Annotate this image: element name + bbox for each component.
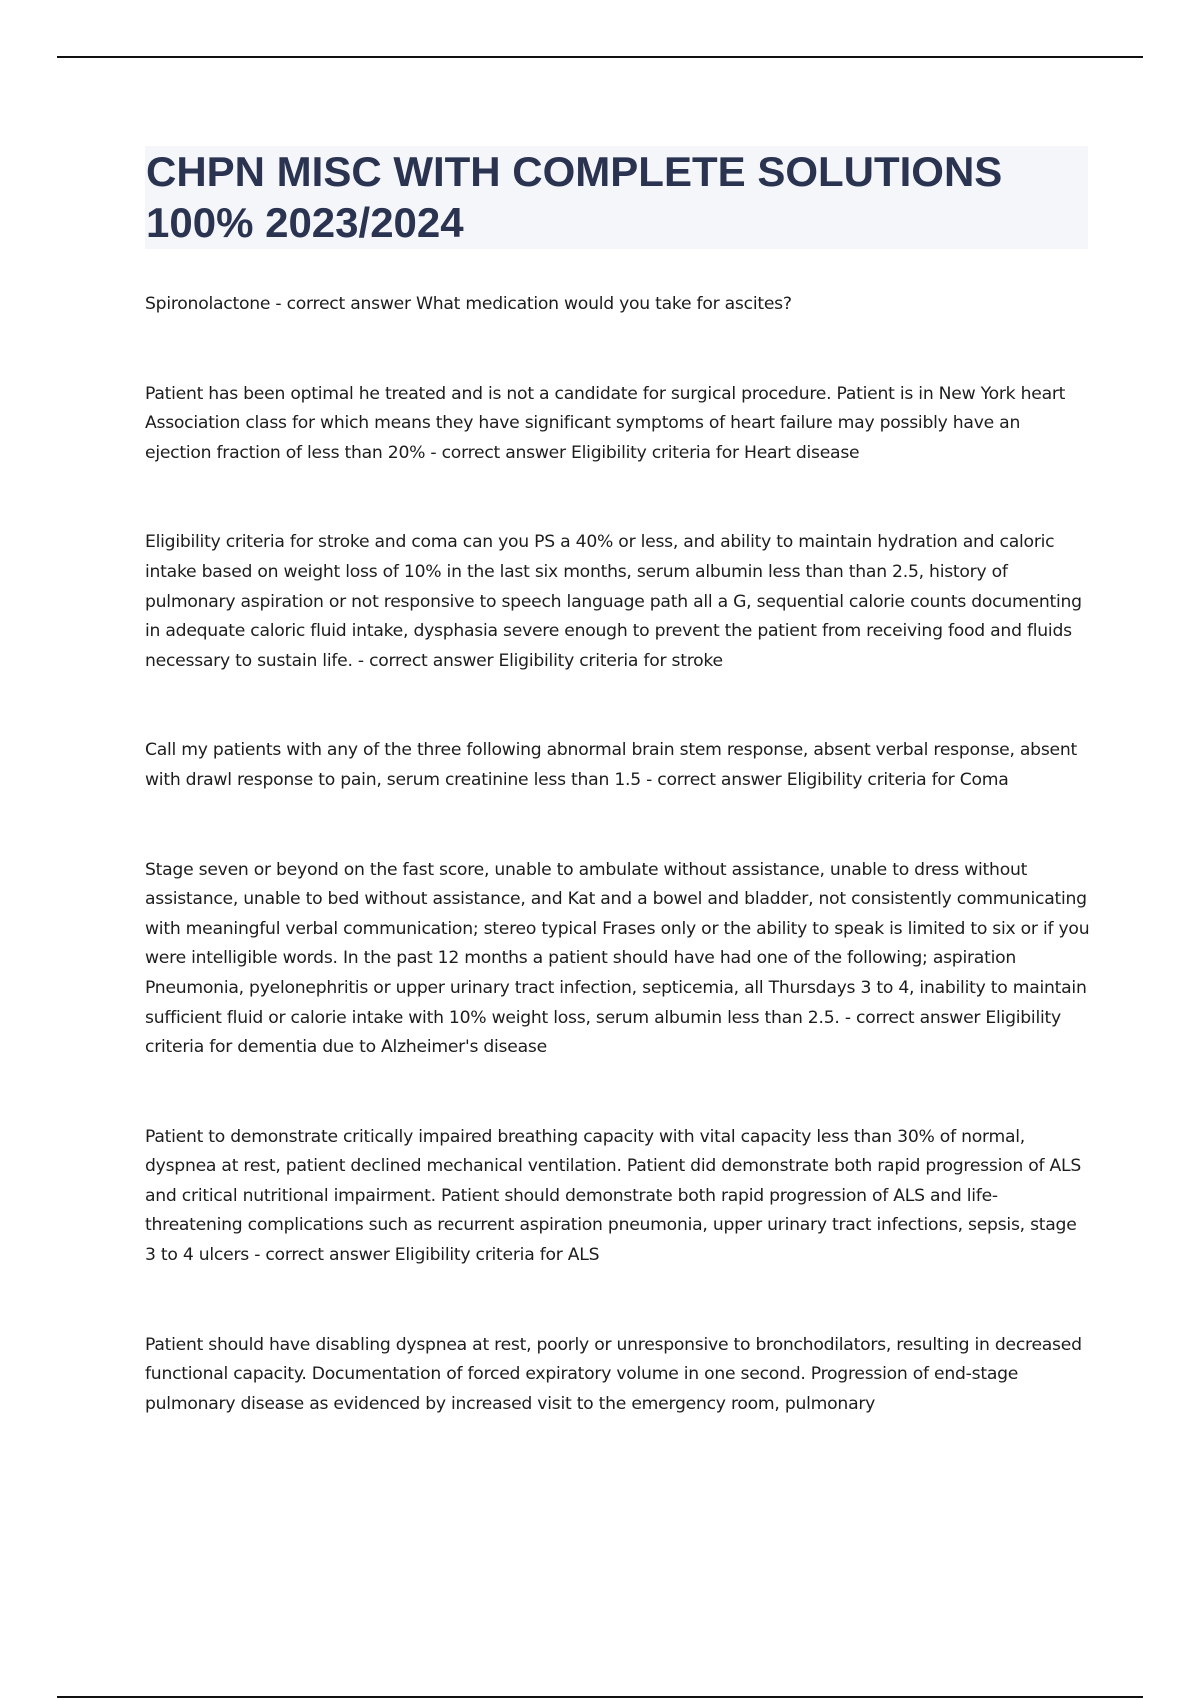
qa-entry: Spironolactone - correct answer What medication would you take for ascites? xyxy=(145,294,792,314)
document-title: CHPN MISC WITH COMPLETE SOLUTIONS 100% 2023/2024 xyxy=(146,148,1003,246)
qa-entry: Patient should have disabling dyspnea at rest, poorly or unresponsive to bronchodilators, resulting in decreased functional capacity. Documentation of forced expiratory volume in one second. Progression of end-stage pulmonary disease as evidenced by increased visit to the emergency room, pulmonary xyxy=(145,1334,1082,1414)
qa-entry: Stage seven or beyond on the fast score, unable to ambulate without assistance, unable to dress without assistance, unable to bed without assistance, and Kat and a bowel and bladder, not consistently communicating with meaningful verbal communication; stereo typical Frases only or the ability to speak is limited to six or if you were intelligible words. In the past 12 months a patient should have had one of the following; aspiration Pneumonia, pyelonephritis or upper urinary tract infection, septicemia, all Thursdays 3 to 4, inability to maintain sufficient fluid or calorie intake with 10% weight loss, serum albumin less than 2.5. - correct answer Eligibility criteria for dementia due to Alzheimer's disease xyxy=(145,859,1090,1058)
document-body xyxy=(145,290,1090,1419)
top-rule xyxy=(57,56,1143,58)
qa-entry: Call my patients with any of the three following abnormal brain stem response, absent verbal response, absent with drawl response to pain, serum creatinine less than 1.5 - correct answer Eligibility criteria for Coma xyxy=(145,740,1078,790)
qa-entry: Eligibility criteria for stroke and coma can you PS a 40% or less, and ability to maintain hydration and caloric intake based on weight loss of 10% in the last six months, serum albumin less than than 2.5, history of pulmonary aspiration or not responsive to speech language path all a G, sequential calorie counts documenting in adequate caloric fluid intake, dysphasia severe enough to prevent the patient from receiving food and fluids necessary to sustain life. - correct answer Eligibility criteria for stroke xyxy=(145,532,1082,671)
qa-entry: Patient to demonstrate critically impaired breathing capacity with vital capacity less than 30% of normal, dyspnea at rest, patient declined mechanical ventilation. Patient did demonstrate both rapid progression of ALS and critical nutritional impairment. Patient should demonstrate both rapid progression of ALS and life-threatening complications such as recurrent aspiration pneumonia, upper urinary tract infections, sepsis, stage 3 to 4 ulcers - correct answer Eligibility criteria for ALS xyxy=(145,1126,1081,1266)
bottom-rule xyxy=(57,1696,1143,1698)
title-band xyxy=(145,146,1088,249)
qa-entry: Patient has been optimal he treated and is not a candidate for surgical procedure. Patient is in New York heart Association class for which means they have significant symptoms of heart failure may possibly have an ejection fraction of less than 20% - correct answer Eligibility criteria for Heart disease xyxy=(145,383,1066,463)
